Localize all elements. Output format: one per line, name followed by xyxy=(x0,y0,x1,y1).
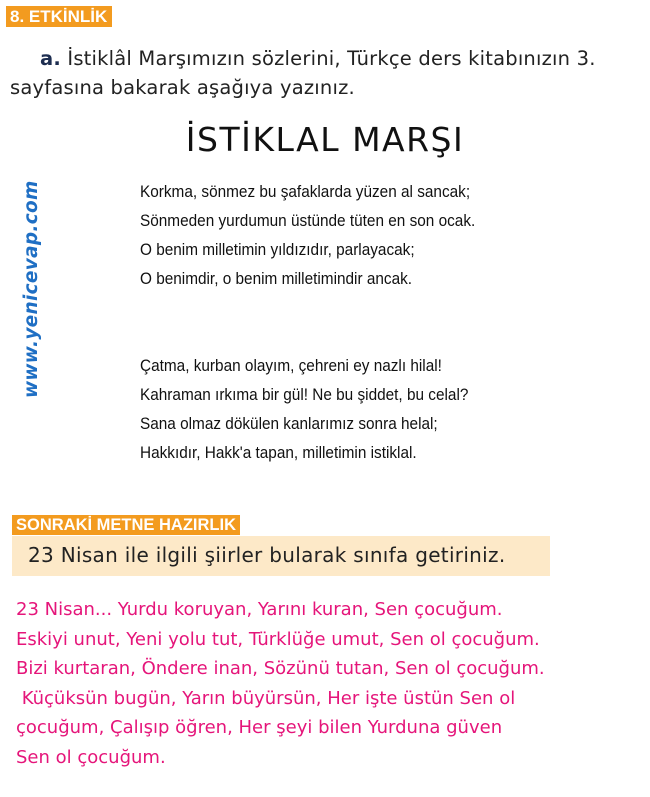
instruction-line-1: İstiklâl Marşımızın sözlerini, Türkçe ders kitabınızın 3. xyxy=(67,47,596,70)
answer-line: çocuğum, Çalışıp öğren, Her şeyi bilen Yurduna güven xyxy=(16,717,503,738)
poem-title: İSTİKLAL MARŞI xyxy=(185,120,465,159)
watermark-text: www.yenicevap.com xyxy=(21,180,42,398)
poem-stanza-2 xyxy=(140,352,493,468)
preparation-text: 23 Nisan ile ilgili şiirler bularak sınıfa getiriniz. xyxy=(28,543,506,567)
instruction-label: a. xyxy=(40,47,61,70)
answer-line: Sen ol çocuğum. xyxy=(16,746,166,768)
answer-text xyxy=(16,595,646,772)
poem-line: Kahraman ırkıma bir gül! Ne bu şiddet, bu celal? xyxy=(140,386,469,404)
poem-line: Korkma, sönmez bu şafaklarda yüzen al sancak; xyxy=(140,183,471,201)
poem-line: O benim milletimin yıldızıdır, parlayacak; xyxy=(140,241,415,259)
poem-line: Sönmeden yurdumun üstünde tüten en son ocak. xyxy=(140,212,476,230)
poem-stanza-1 xyxy=(140,178,501,294)
poem-line: Hakkıdır, Hakk'a tapan, milletimin istiklal. xyxy=(140,444,417,462)
answer-line: Bizi kurtaran, Öndere inan, Sözünü tutan, Sen ol çocuğum. xyxy=(16,658,545,679)
poem-line: O benimdir, o benim milletimindir ancak. xyxy=(140,270,413,288)
preparation-tag: SONRAKİ METNE HAZIRLIK xyxy=(12,515,240,535)
activity-instruction xyxy=(10,44,646,102)
answer-line: 23 Nisan... Yurdu koruyan, Yarını kuran, Sen çocuğum. xyxy=(16,599,503,620)
poem-line: Sana olmaz dökülen kanlarımız sonra helal; xyxy=(140,415,438,433)
instruction-line-2: sayfasına bakarak aşağıya yazınız. xyxy=(10,76,355,99)
activity-tag: 8. ETKİNLİK xyxy=(6,6,112,27)
answer-line: Küçüksün bugün, Yarın büyürsün, Her işte üstün Sen ol xyxy=(16,687,516,709)
poem-line: Çatma, kurban olayım, çehreni ey nazlı hilal! xyxy=(140,357,442,375)
answer-line: Eskiyi unut, Yeni yolu tut, Türklüğe umut, Sen ol çocuğum. xyxy=(16,628,540,650)
